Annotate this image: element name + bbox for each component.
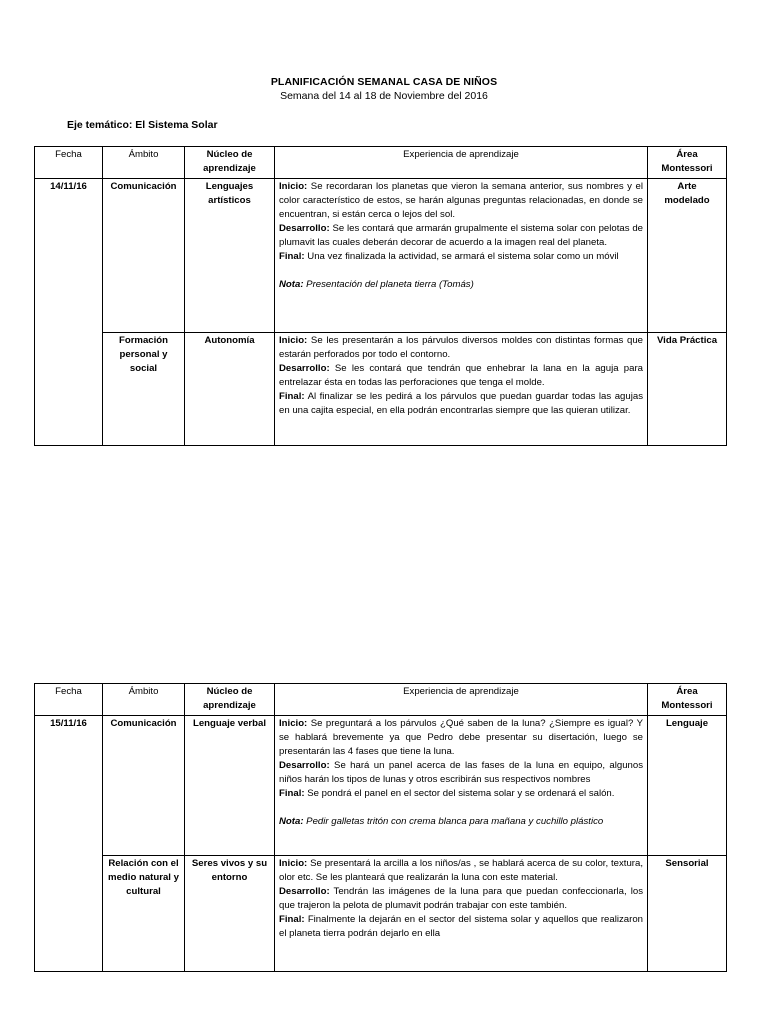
final-text: Finalmente la dejarán en el sector del sistema solar y aquellos que realizaron el planeta tierra podrán dejarlo en ella bbox=[279, 914, 643, 939]
desarrollo-text: Se hará un panel acerca de las fases de la luna en equipo, algunos niños harán los tipos de lunas y otros escribirán sus respectivos nombres bbox=[279, 760, 643, 785]
header-nucleo-line2: aprendizaje bbox=[203, 700, 256, 711]
nota-label: Nota: bbox=[279, 816, 304, 827]
desarrollo-label: Desarrollo: bbox=[279, 223, 330, 234]
nucleo-cell bbox=[185, 179, 275, 333]
nota-label: Nota: bbox=[279, 279, 304, 290]
inicio-label: Inicio: bbox=[279, 181, 308, 192]
final-label: Final: bbox=[279, 251, 305, 262]
inicio-label: Inicio: bbox=[279, 858, 308, 869]
area-cell bbox=[648, 179, 727, 333]
table-row bbox=[35, 333, 727, 446]
header-nucleo bbox=[185, 684, 275, 716]
date-cell: 14/11/16 bbox=[35, 179, 103, 446]
inicio-text: Se les presentarán a los párvulos diversos moldes con distintas formas que estarán perforados por todo el contorno. bbox=[279, 335, 643, 360]
header-fecha: Fecha bbox=[35, 147, 103, 179]
experience-cell bbox=[275, 179, 648, 333]
final-label: Final: bbox=[279, 788, 305, 799]
table-header-row bbox=[35, 147, 727, 179]
header-area-line1: Área bbox=[676, 686, 698, 697]
ambito-cell: Comunicación bbox=[103, 179, 185, 333]
area-cell: Sensorial bbox=[648, 856, 727, 972]
header-nucleo-line2: aprendizaje bbox=[203, 163, 256, 174]
experience-cell bbox=[275, 333, 648, 446]
final-text: Una vez finalizada la actividad, se armará el sistema solar como un móvil bbox=[304, 251, 619, 262]
inicio-label: Inicio: bbox=[279, 718, 308, 729]
desarrollo-label: Desarrollo: bbox=[279, 363, 330, 374]
header-ambito: Ámbito bbox=[103, 147, 185, 179]
nucleo-cell: Lenguaje verbal bbox=[185, 716, 275, 856]
final-text: Se pondrá el panel en el sector del sistema solar y se ordenará el salón. bbox=[304, 788, 615, 799]
desarrollo-label: Desarrollo: bbox=[279, 760, 330, 771]
document-title: PLANIFICACIÓN SEMANAL CASA DE NIÑOS bbox=[270, 76, 498, 88]
nota-text: Presentación del planeta tierra (Tomás) bbox=[303, 279, 474, 290]
area-line2: modelado bbox=[664, 195, 710, 206]
table-row bbox=[35, 856, 727, 972]
header-experiencia: Experiencia de aprendizaje bbox=[275, 147, 648, 179]
header-fecha: Fecha bbox=[35, 684, 103, 716]
header-area-line2: Montessori bbox=[661, 163, 713, 174]
inicio-text: Se preguntará a los párvulos ¿Qué saben de la luna? ¿Siempre es igual? Y se hablará brevemente ya que Pedro debe presentar su disertación, luego se presentarán las 4 fases que tiene la luna. bbox=[279, 718, 643, 757]
thematic-axis: Eje temático: El Sistema Solar bbox=[67, 119, 218, 131]
experience-cell bbox=[275, 716, 648, 856]
ambito-cell: Comunicación bbox=[103, 716, 185, 856]
experience-cell bbox=[275, 856, 648, 972]
final-label: Final: bbox=[279, 914, 305, 925]
planning-table-tuesday bbox=[34, 683, 727, 972]
desarrollo-text: Se les contará que tendrán que enhebrar la lana en la aguja para entrelazar ésta en todas las perforaciones que tenga el molde. bbox=[279, 363, 643, 388]
document-subtitle: Semana del 14 al 18 de Noviembre del 2016 bbox=[280, 90, 488, 102]
header-area bbox=[648, 147, 727, 179]
header-nucleo-line1: Núcleo de bbox=[206, 149, 253, 160]
header-area-line2: Montessori bbox=[661, 700, 713, 711]
inicio-label: Inicio: bbox=[279, 335, 308, 346]
nucleo-cell: Seres vivos y su entorno bbox=[185, 856, 275, 972]
planning-table-monday bbox=[34, 146, 727, 446]
table-header-row bbox=[35, 684, 727, 716]
area-line1: Arte bbox=[677, 181, 697, 192]
nucleo-line1: Lenguajes bbox=[205, 181, 254, 192]
nucleo-cell: Autonomía bbox=[185, 333, 275, 446]
inicio-text: Se recordaran los planetas que vieron la semana anterior, sus nombres y el color característico de estos, se harán algunas preguntas relacionadas, en donde se encuentran, si están cerca o lejos del sol. bbox=[279, 181, 643, 220]
desarrollo-text: Se les contará que armarán grupalmente el sistema solar con pelotas de plumavit las cuales deberán decorar de acuerdo a la imagen real del planeta. bbox=[279, 223, 643, 248]
desarrollo-text: Tendrán las imágenes de la luna para que puedan confeccionarla, los que trajeron la pelota de plumavit podrán trabajar con este también. bbox=[279, 886, 643, 911]
header-experiencia: Experiencia de aprendizaje bbox=[275, 684, 648, 716]
nota-text: Pedir galletas tritón con crema blanca para mañana y cuchillo plástico bbox=[303, 816, 604, 827]
inicio-text: Se presentará la arcilla a los niños/as , se hablará acerca de su color, textura, olor etc. Se les planteará que realizarán la luna con este material. bbox=[279, 858, 643, 883]
final-label: Final: bbox=[279, 391, 305, 402]
desarrollo-label: Desarrollo: bbox=[279, 886, 330, 897]
date-cell: 15/11/16 bbox=[35, 716, 103, 972]
area-cell: Lenguaje bbox=[648, 716, 727, 856]
ambito-cell: Relación con el medio natural y cultural bbox=[103, 856, 185, 972]
area-cell: Vida Práctica bbox=[648, 333, 727, 446]
header-area bbox=[648, 684, 727, 716]
header-nucleo bbox=[185, 147, 275, 179]
nucleo-line2: artísticos bbox=[208, 195, 251, 206]
final-text: Al finalizar se les pedirá a los párvulos que puedan guardar todas las agujas en una cajita especial, en ella podrán encontrarlas siempre que las quieran utilizar. bbox=[279, 391, 643, 416]
header-area-line1: Área bbox=[676, 149, 698, 160]
header-nucleo-line1: Núcleo de bbox=[206, 686, 253, 697]
table-row bbox=[35, 716, 727, 856]
table-row bbox=[35, 179, 727, 333]
ambito-cell: Formación personal y social bbox=[103, 333, 185, 446]
header-ambito: Ámbito bbox=[103, 684, 185, 716]
